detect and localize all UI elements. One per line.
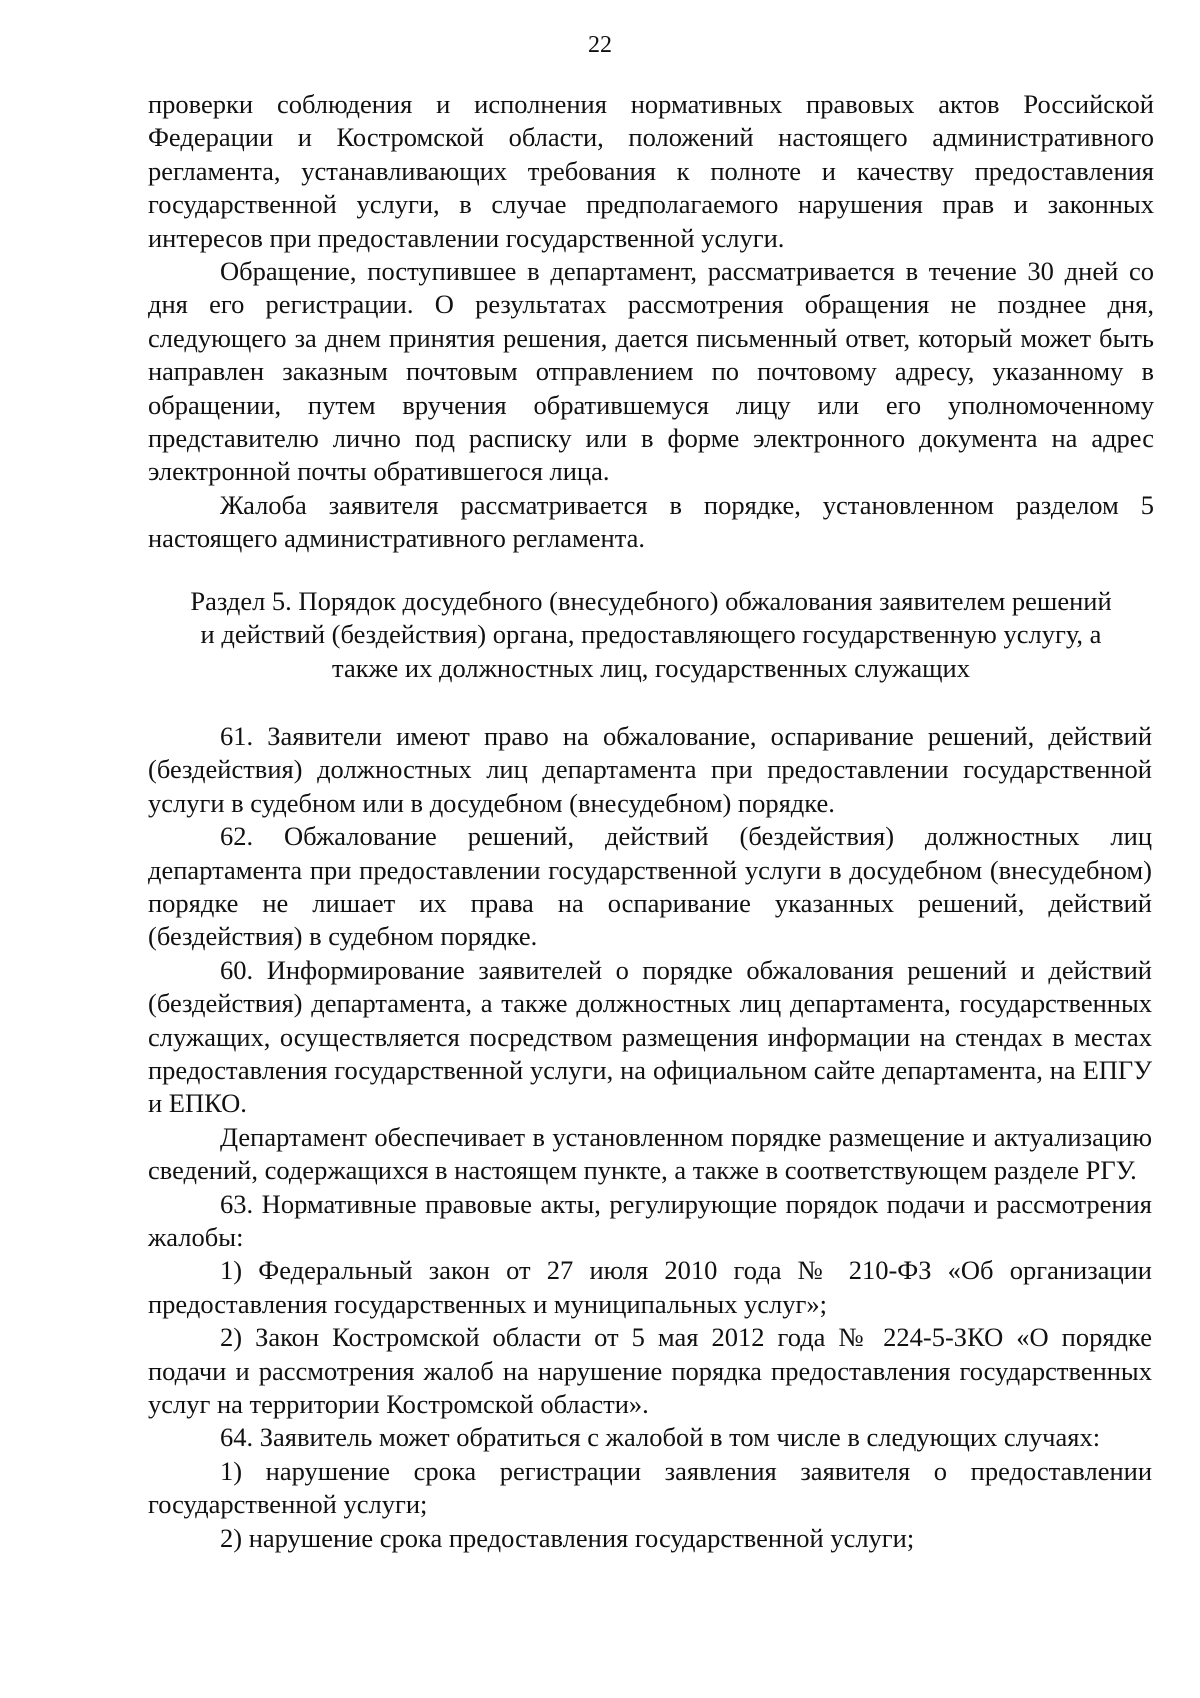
list-item-registration-deadline: 1) нарушение срока регистрации заявления заявителя о предоставлении государственной услуги; bbox=[148, 1455, 1152, 1520]
paragraph-department-info: Департамент обеспечивает в установленном порядке размещение и актуализацию сведений, содержащихся в настоящем пункте, а также в соответствующем разделе РГУ. bbox=[148, 1121, 1152, 1186]
section-heading: Раздел 5. Порядок досудебного (внесудебного) обжалования заявителем решений и действий (бездействия) органа, предоставляющего государственную услугу, а также их должностных лиц, государственных служащих bbox=[190, 585, 1112, 683]
section-5-body bbox=[148, 714, 1154, 1555]
paragraph-appeal-review: Обращение, поступившее в департамент, рассматривается в течение 30 дней со дня его регистрации. О результатах рассмотрения обращения не позднее дня, следующего за днем принятия решения, дается письменный ответ, который может быть направлен заказным почтовым отправлением по почтовому адресу, указанному в обращении, путем вручения обратившемуся лицу или его уполномоченному представителю лично под расписку или в форме электронного документа на адрес электронной почты обратившегося лица. bbox=[148, 256, 1154, 487]
paragraph-item-62: 62. Обжалование решений, действий (бездействия) должностных лиц департамента при предоставлении государственной услуги в досудебном (внесудебном) порядке не лишает их права на оспаривание указанных решений, действий (бездействия) в судебном порядке. bbox=[148, 821, 1152, 952]
list-item-federal-law: 1) Федеральный закон от 27 июля 2010 года № 210-ФЗ «Об организации предоставления государственных и муниципальных услуг»; bbox=[148, 1255, 1152, 1319]
paragraph-item-64: 64. Заявитель может обратиться с жалобой в том числе в следующих случаях: bbox=[220, 1422, 1101, 1453]
paragraph-item-60: 60. Информирование заявителей о порядке обжалования решений и действий (бездействия) департамента, а также должностных лиц департамента, государственных служащих, осуществляется посредством размещения информации на стендах в местах предоставления государственной услуги, на официальном сайте департамента, на ЕПГУ и ЕПКО. bbox=[148, 954, 1152, 1119]
paragraph-item-63: 63. Нормативные правовые акты, регулирующие порядок подачи и рассмотрения жалобы: bbox=[148, 1188, 1152, 1252]
page-number: 22 bbox=[588, 32, 612, 58]
paragraph-item-61: 61. Заявители имеют право на обжалование, оспаривание решений, действий (бездействия) должностных лиц департамента при предоставлении государственной услуги в судебном или в досудебном (внесудебном) порядке. bbox=[148, 720, 1152, 818]
paragraph-complaint-review: Жалоба заявителя рассматривается в порядке, установленном разделом 5 настоящего административного регламента. bbox=[148, 489, 1154, 554]
list-item-regional-law: 2) Закон Костромской области от 5 мая 2012 года № 224-5-ЗКО «О порядке подачи и рассмотрения жалоб на нарушение порядка предоставления государственных услуг на территории Костромской области». bbox=[148, 1322, 1152, 1420]
list-item-service-deadline: 2) нарушение срока предоставления государственной услуги; bbox=[220, 1522, 915, 1553]
document-body bbox=[148, 88, 1154, 1555]
paragraph-continuation: проверки соблюдения и исполнения нормативных правовых актов Российской Федерации и Костромской области, положений настоящего административного регламента, устанавливающих требования к полноте и качеству предоставления государственной услуги, в случае предполагаемого нарушения прав и законных интересов при предоставлении государственной услуги. bbox=[148, 89, 1154, 253]
